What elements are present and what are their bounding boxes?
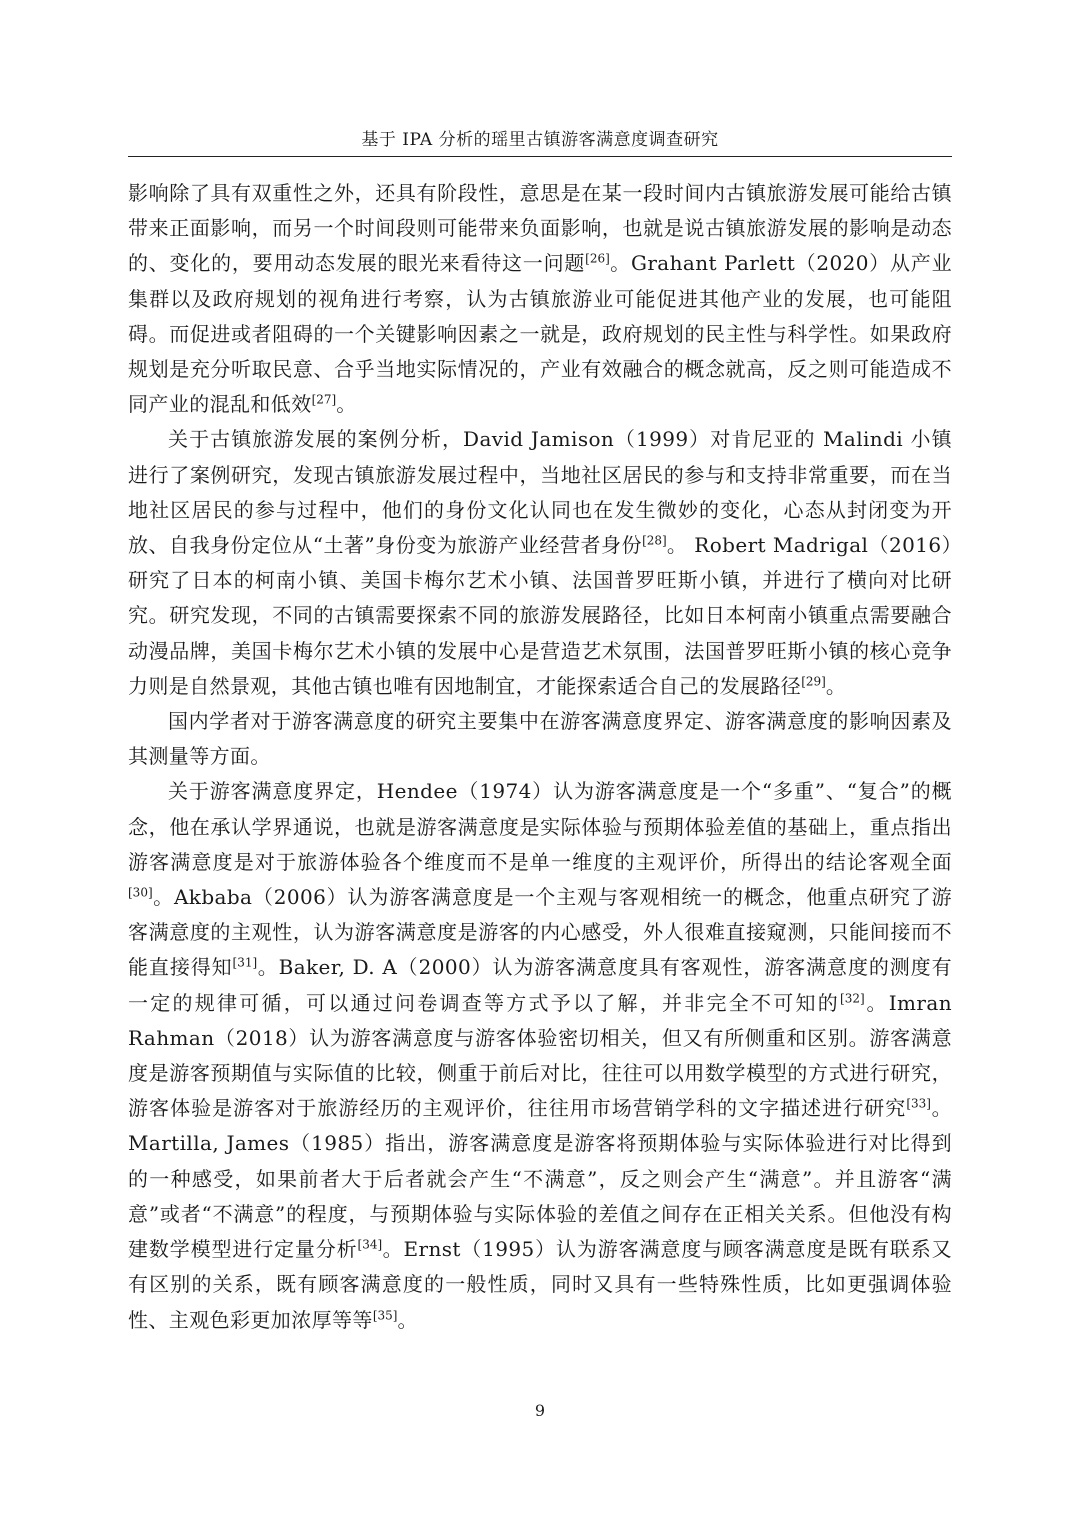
text-run: 。Martilla, James（1985）指出，游客满意度是游客将预期体验与实际体验进行对比得到的一种感受，如果前者大于后者就会产生“不满意”，反之则会产生“满意”。并且游客“满意”或者“不满意”的程度，与预期体验与实际体验的差值之间存在正相关关系。但他没有构建数学模型进行定量分析 bbox=[128, 1096, 952, 1262]
text-run: 影响除了具有双重性之外，还具有阶段性，意思是在某一段时间内古镇旅游发展可能给古镇带来正面影响，而另一个时间段则可能带来负面影响，也就是说古镇旅游发展的影响是动态的、变化的，要用动态发展的眼光来看待这一问题 bbox=[128, 181, 952, 276]
header-divider bbox=[128, 156, 952, 157]
paragraph-2 bbox=[128, 422, 952, 704]
citation-ref: [29] bbox=[801, 674, 826, 689]
text-run: 国内学者对于游客满意度的研究主要集中在游客满意度界定、游客满意度的影响因素及其测量等方面。 bbox=[128, 709, 952, 769]
citation-ref: [26] bbox=[585, 251, 610, 266]
text-run: 。 bbox=[825, 673, 847, 698]
citation-ref: [35] bbox=[372, 1307, 398, 1322]
text-run: 关于游客满意度界定，Hendee（1974）认为游客满意度是一个“多重”、“复合”的概念，他在承认学界通说，也就是游客满意度是实际体验与预期体验差值的基础上，重点指出游客满意度是对于旅游体验各个维度而不是单一维度的主观评价，所得出的结论客观全面 bbox=[128, 779, 952, 874]
text-run: 。Baker, D. A（2000）认为游客满意度具有客观性，游客满意度的测度有一定的规律可循，可以通过问卷调查等方式予以了解，并非完全不可知的 bbox=[128, 955, 952, 1015]
paragraph-1 bbox=[128, 176, 952, 422]
text-run: 。Grahant Parlett（2020）从产业集群以及政府规划的视角进行考察，认为古镇旅游业可能促进其他产业的发展，也可能阻碍。而促进或者阻碍的一个关键影响因素之一就是，政府规划的民主性与科学性。如果政府规划是充分听取民意、合乎当地实际情况的，产业有效融合的概念就高，反之则可能造成不同产业的混乱和低效 bbox=[128, 251, 952, 417]
citation-ref: [34] bbox=[357, 1237, 383, 1252]
paragraph-4 bbox=[128, 774, 952, 1337]
citation-ref: [32] bbox=[840, 991, 865, 1006]
body-text bbox=[128, 176, 952, 1338]
text-run: 。 Robert Madrigal（2016）研究了日本的柯南小镇、美国卡梅尔艺术小镇、法国普罗旺斯小镇，并进行了横向对比研究。研究发现，不同的古镇需要探索不同的旅游发展路径，比如日本柯南小镇重点需要融合动漫品牌，美国卡梅尔艺术小镇的发展中心是营造艺术氛围，法国普罗旺斯小镇的核心竞争力则是自然景观，其他古镇也唯有因地制宜，才能探索适合自己的发展路径 bbox=[128, 533, 952, 698]
paragraph-3 bbox=[128, 704, 952, 774]
citation-ref: [33] bbox=[906, 1096, 931, 1111]
text-run: 关于古镇旅游发展的案例分析，David Jamison（1999）对肯尼亚的 Malindi 小镇进行了案例研究，发现古镇旅游发展过程中，当地社区居民的参与和支持非常重要，而在当地社区居民的参与过程中，他们的身份文化认同也在发生微妙的变化，心态从封闭变为开放、自我身份定位从“土著”身份变为旅游产业经营者身份 bbox=[128, 427, 952, 558]
page-number: 9 bbox=[534, 1401, 546, 1420]
running-header: 基于 IPA 分析的瑶里古镇游客满意度调查研究 bbox=[361, 130, 719, 150]
text-run: 。Ernst（1995）认为游客满意度与顾客满意度是既有联系又有区别的关系，既有顾客满意度的一般性质，同时又具有一些特殊性质，比如更强调体验性、主观色彩更加浓厚等等 bbox=[128, 1237, 952, 1332]
text-run: 。 bbox=[336, 392, 357, 417]
citation-ref: [28] bbox=[642, 533, 667, 548]
text-run: 。Akbaba（2006）认为游客满意度是一个主观与客观相统一的概念，他重点研究了游客满意度的主观性，认为游客满意度是游客的内心感受，外人很难直接窥测，只能间接而不能直接得知 bbox=[128, 885, 952, 980]
citation-ref: [31] bbox=[232, 955, 258, 970]
text-run: 。Imran Rahman（2018）认为游客满意度与游客体验密切相关，但又有所侧重和区别。游客满意度是游客预期值与实际值的比较，侧重于前后对比，往往可以用数学模型的方式进行研究，游客体验是游客对于旅游经历的主观评价，往往用市场营销学科的文字描述进行研究 bbox=[128, 990, 952, 1121]
citation-ref: [30] bbox=[128, 885, 153, 900]
citation-ref: [27] bbox=[311, 392, 337, 407]
text-run: 。 bbox=[397, 1307, 418, 1332]
